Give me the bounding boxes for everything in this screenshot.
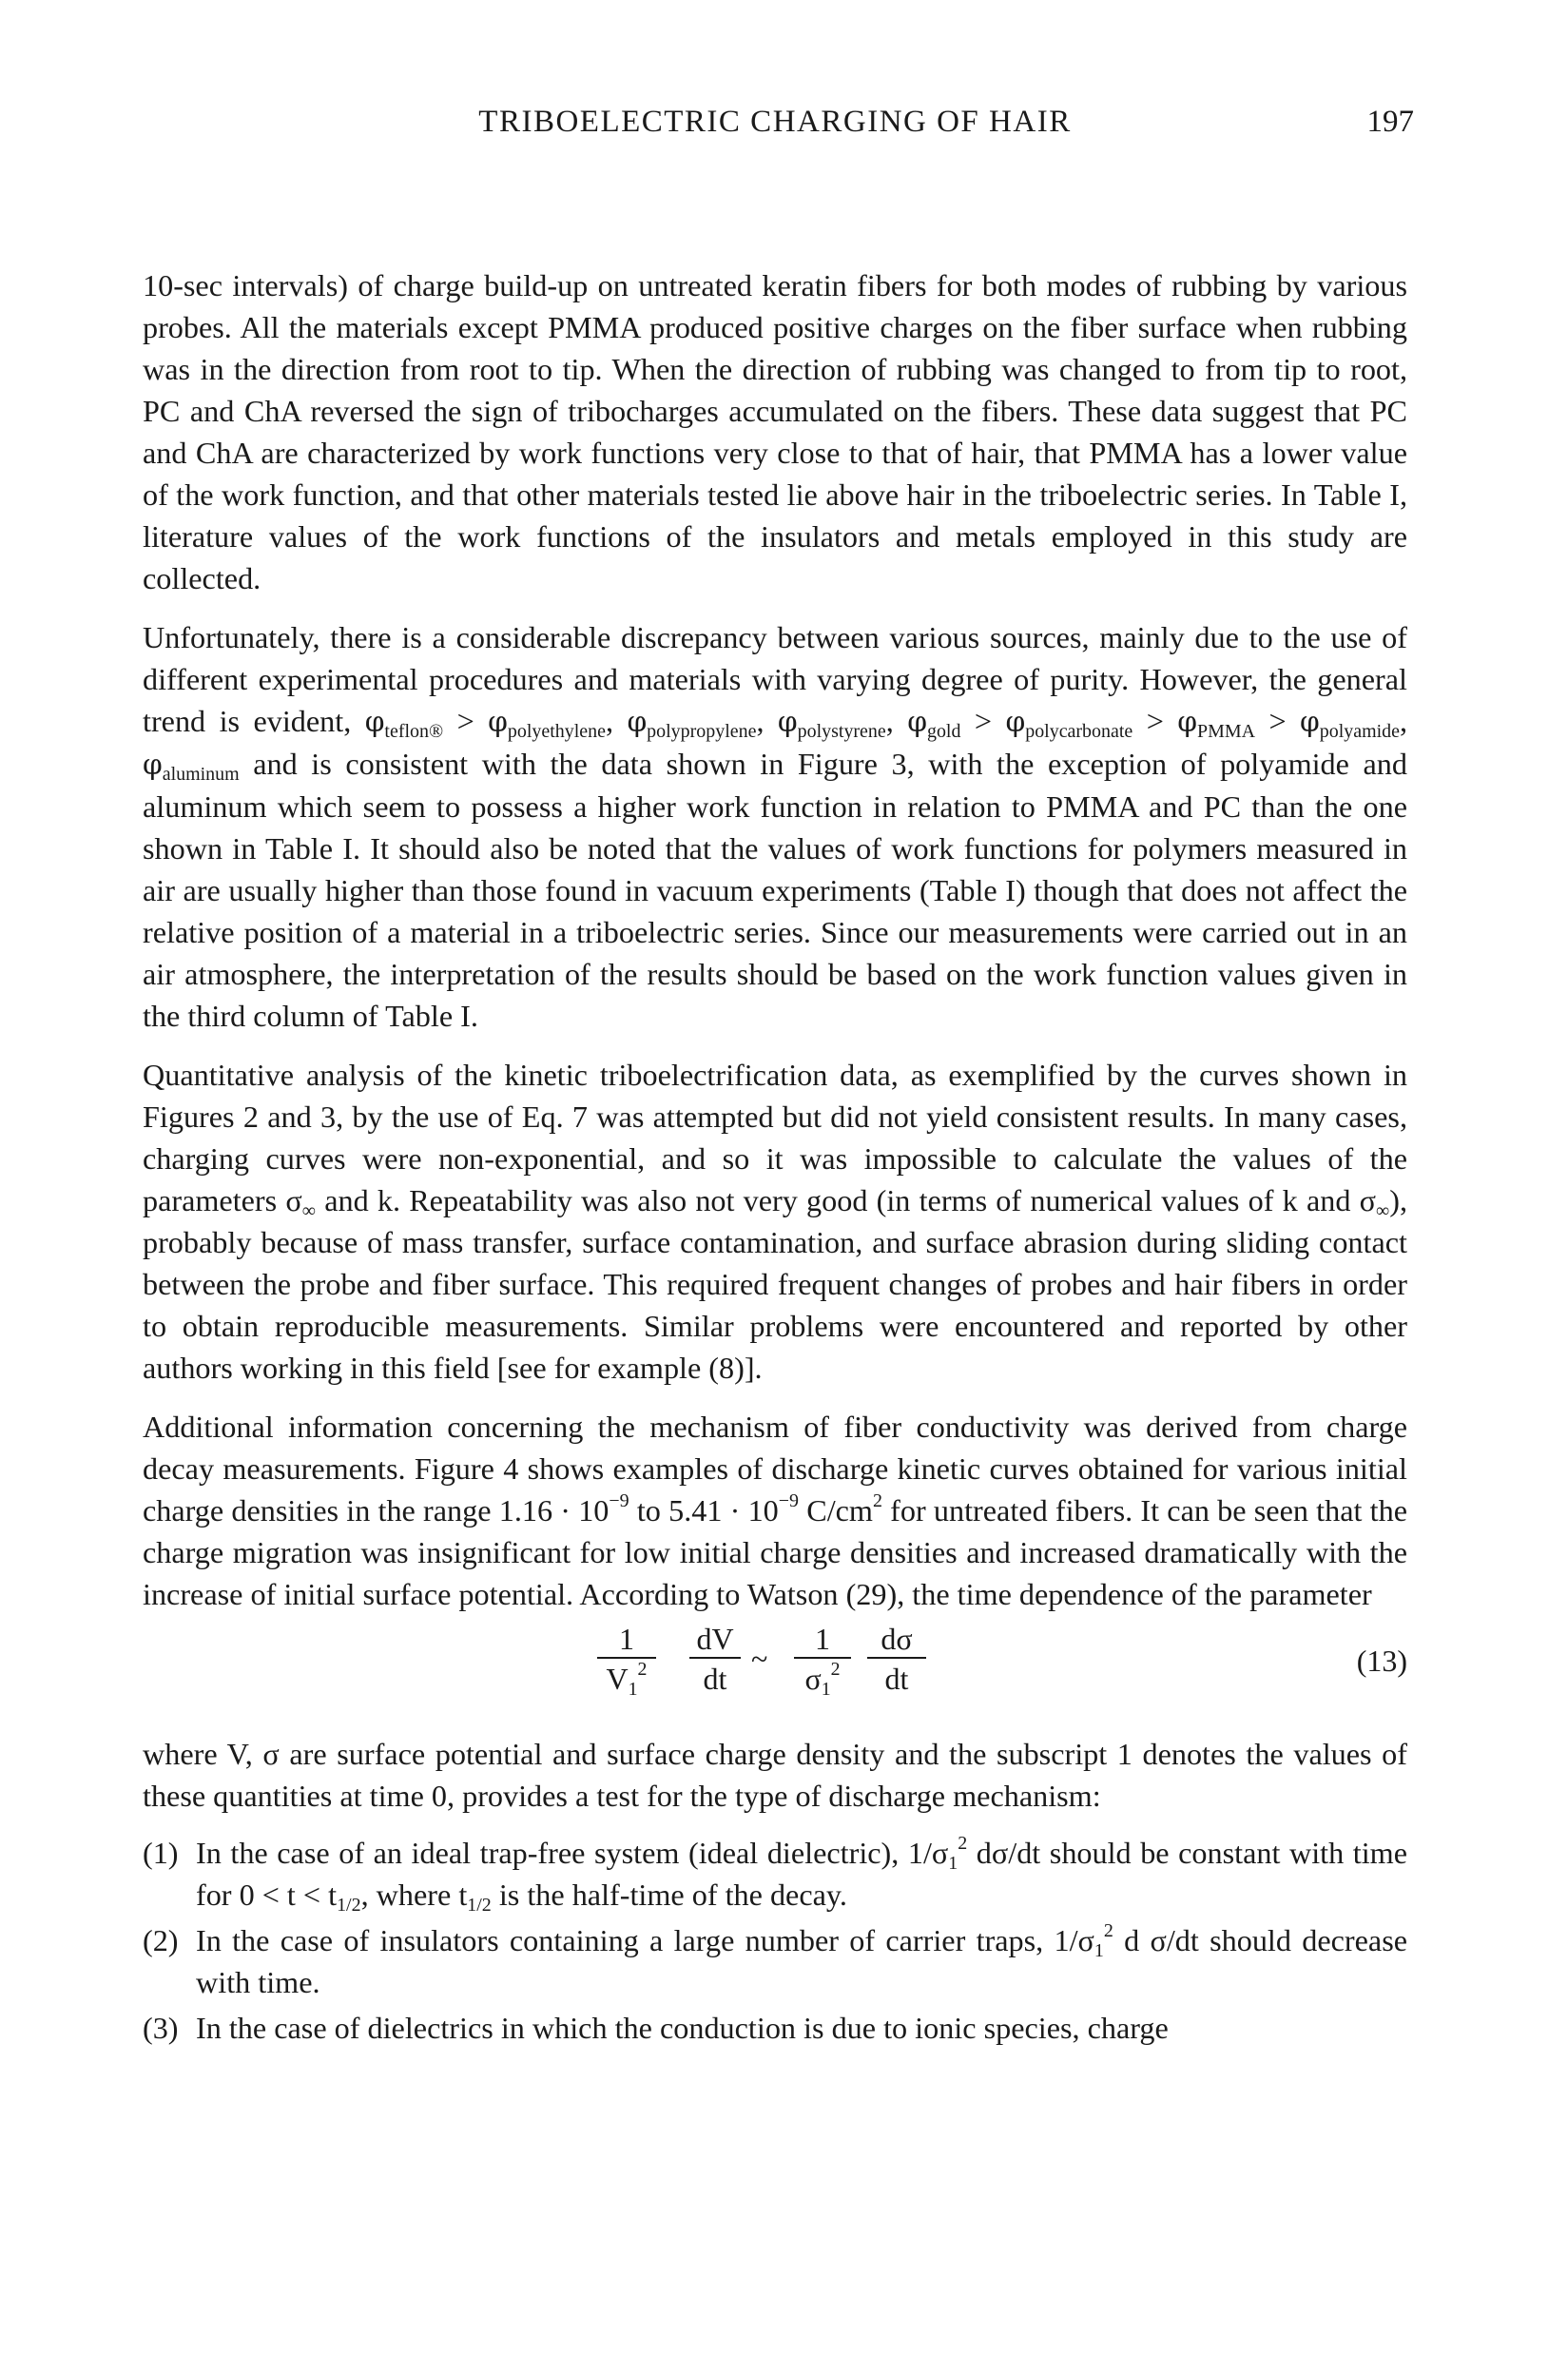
equation-13 [143, 1621, 1407, 1718]
tilde-symbol: ~ [751, 1642, 768, 1676]
fraction-dv-dt: $\frac{dV}{dt}$ [689, 1621, 741, 1699]
list-item-label: (3) [143, 2011, 179, 2045]
list-item-label: (1) [143, 1836, 179, 1870]
page [143, 105, 1414, 2053]
paragraph-3: Quantitative analysis of the kinetic triboelectrification data, as exemplified by the curves shown in Figures 2 and 3, by the use of Eq. 7 was attempted but did not yield consistent results. In many cases, charging curves were non-exponential, and so it was impossible to calculate the values of the parameters $\sigma_\infty$ and k. Repeatability was also not very good (in terms of numerical values of k and $\sigma_\infty$), probably because of mass transfer, surface contamination, and surface abrasion during sliding contact between the probe and fiber surface. This required frequent changes of probes and hair fibers in order to obtain reproducible measurements. Similar problems were encountered and reported by other authors working in this field [see for example (8)]. [143, 1058, 1407, 1385]
running-title: TRIBOELECTRIC CHARGING OF HAIR [478, 105, 1072, 139]
paragraph-4: Additional information concerning the mechanism of fiber conductivity was derived from charge decay measurements. Figure 4 shows examples of discharge kinetic curves obtained for various initial charge densities in the range $1.16 \cdot 10^{-9}$ to $5.41 \cdot 10^{-9}$ $C/cm^2$ for untreated fibers. It can be seen that the charge migration was insignificant for low initial charge densities and increased dramatically with the increase of initial surface potential. According to Watson (29), the time dependence of the parameter [143, 1410, 1407, 1611]
page-number: 197 [1366, 105, 1414, 139]
list-item-label: (2) [143, 1923, 179, 1957]
paragraph-1: 10-sec intervals) of charge build-up on untreated keratin fibers for both modes of rubbing by various probes. All the materials except PMMA produced positive charges on the fiber surface when rubbing was in the direction from root to tip. When the direction of rubbing was changed to from tip to root, PC and ChA reversed the sign of tribocharges accumulated on the fibers. These data suggest that PC and ChA are characterized by work functions very close to that of hair, that PMMA has a lower value of the work function, and that other materials tested lie above hair in the triboelectric series. In Table I, literature values of the work functions of the insulators and metals employed in this study are collected. [143, 268, 1407, 595]
paragraph-2: Unfortunately, there is a considerable discrepancy between various sources, mainly due to the use of different experimental procedures and materials with varying degree of purity. However, the general trend is evident, $\varphi_{teflon®} > \varphi_{polyethylene}$, $\varphi_{polypropylene}$, $\varphi_{polystyrene}$, $\varphi_{gold} > \varphi_{polycarbonate} > \varphi_{PMMA} > \varphi_{polyamide}$, $\varphi_{aluminum}$ and is consistent with the data shown in Figure 3, with the exception of polyamide and aluminum which seem to possess a higher work function in relation to PMMA and PC than the one shown in Table I. It should also be noted that the values of work functions for polymers measured in air are usually higher than those found in vacuum experiments (Table I) though that does not affect the relative position of a material in a triboelectric series. Since our measurements were carried out in an air atmosphere, the interpretation of the results should be based on the work function values given in the third column of Table I. [143, 620, 1408, 1033]
fraction-dsigma-dt: $\frac{d\sigma}{dt}$ [867, 1621, 926, 1699]
list-item: (1) In the case of an ideal trap-free system (ideal dielectric), $1/\sigma_1^2$ dσ/dt should be constant with time for $0 < t < t_{1/2}$, where $t_{1/2}$ is the half-time of the decay. [143, 1833, 1407, 1916]
fraction-one-over-v1-squared: $\frac{1}{V_1^2}$ [597, 1621, 656, 1699]
list-item: (3) In the case of dielectrics in which the conduction is due to ionic species, charge [143, 2007, 1407, 2049]
paragraph-5: where V, σ are surface potential and surface charge density and the subscript 1 denotes the values of these quantities at time 0, provides a test for the type of discharge mechanism: [143, 1737, 1407, 1813]
page-header [143, 105, 1414, 162]
list-item: (2) In the case of insulators containing a large number of carrier traps, $1/\sigma_1^2$ d σ/dt should decrease with time. [143, 1920, 1408, 1999]
mechanism-list [143, 1832, 1407, 2049]
equation-number: (13) [1356, 1644, 1407, 1678]
fraction-one-over-sigma1-squared: $\frac{1}{\sigma_1^2}$ [794, 1621, 851, 1699]
